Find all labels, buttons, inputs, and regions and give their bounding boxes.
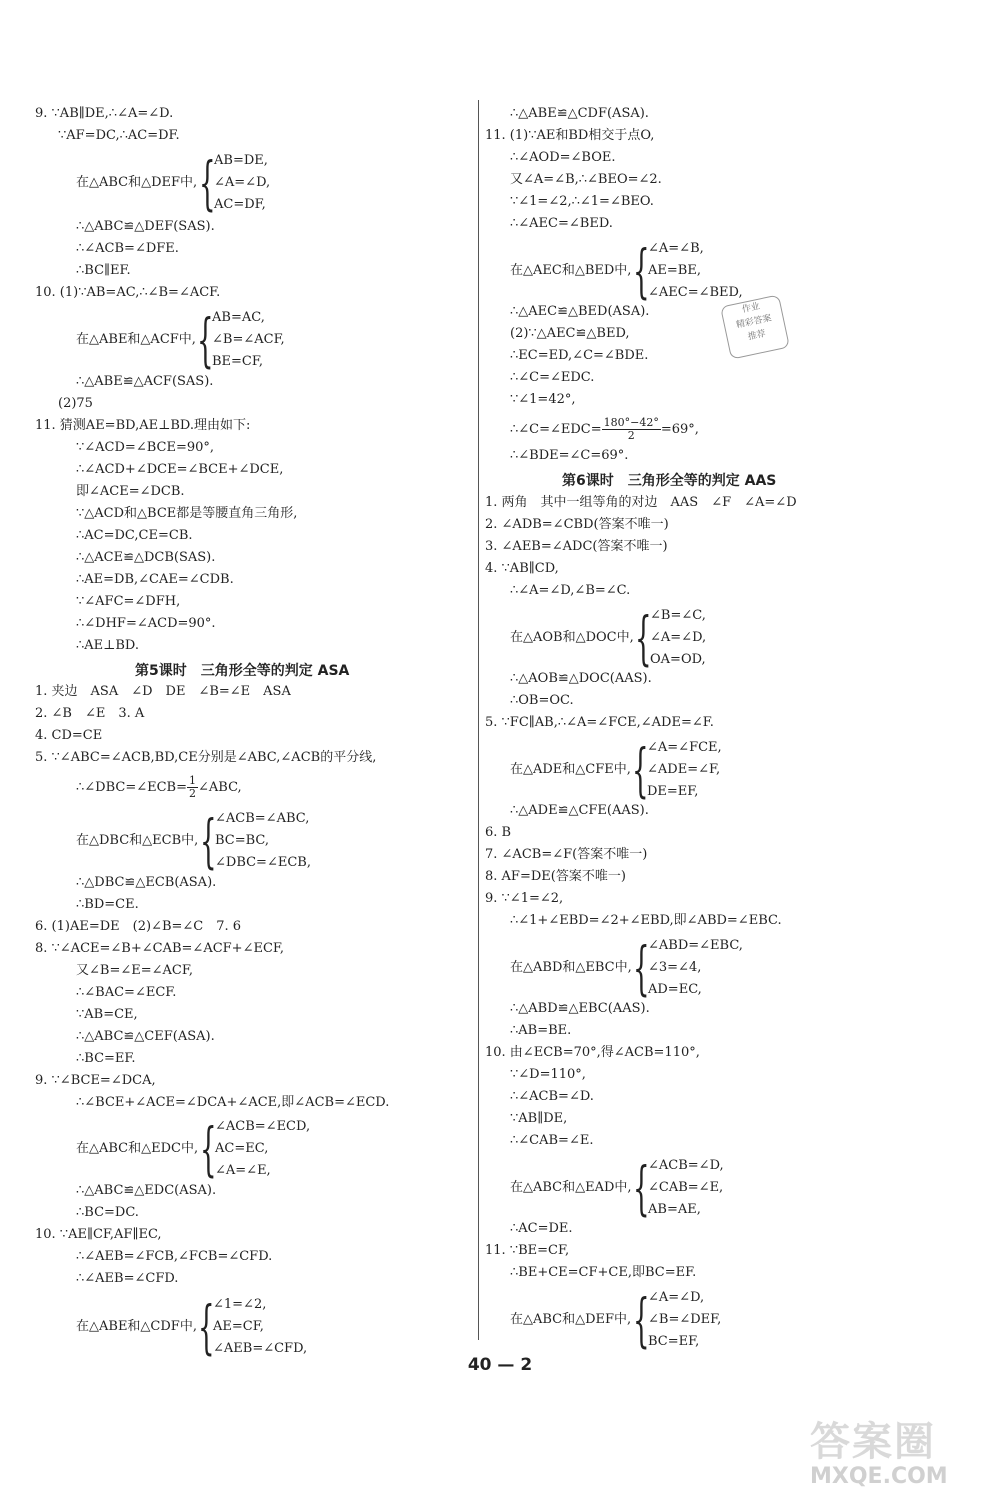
text-line: 又∠B=∠E=∠ACF,	[76, 963, 193, 978]
text-line: 8. AF=DE(答案不唯一)	[485, 869, 626, 884]
case-item: DE=EF,	[647, 784, 699, 799]
case-item: ∠B=∠DEF,	[648, 1312, 722, 1327]
text-line: ∴BE+CE=CF+CE,即BC=EF.	[510, 1265, 697, 1280]
text-line: 11. 猜测AE=BD,AE⊥BD.理由如下:	[35, 418, 251, 433]
section-heading: 第6课时 三角形全等的判定 AAS	[562, 473, 777, 489]
text-line: 9. ∵∠BCE=∠DCA,	[35, 1073, 156, 1088]
page-number: 40 — 2	[467, 1355, 533, 1375]
fraction-line	[76, 775, 242, 800]
brace-symbol: {	[197, 306, 214, 374]
case-item: ∠DBC=∠ECB,	[215, 855, 311, 870]
text-line: ∴△ABD≌△EBC(AAS).	[510, 1001, 650, 1016]
text-line: ∴AE=DB,∠CAE=∠CDB.	[76, 572, 234, 587]
text-line: ∴∠ACB=∠D.	[510, 1089, 594, 1104]
text-line: (2)∵△AEC≌△BED,	[510, 326, 630, 341]
text-line: 5. ∵∠ABC=∠ACB,BD,CE分别是∠ABC,∠ACB的平分线,	[35, 750, 377, 765]
text-line: (2)75	[58, 396, 93, 411]
brace-symbol: {	[199, 149, 216, 217]
case-list	[215, 808, 311, 874]
text-line: ∴∠AOD=∠BOE.	[510, 150, 616, 165]
text-line: ∴∠BAC=∠ECF.	[76, 985, 177, 1000]
text-line: ∴△ABC≌△DEF(SAS).	[76, 219, 215, 234]
text-line: 6. (1)AE=DE (2)∠B=∠C 7. 6	[35, 919, 242, 934]
stamp-line: 作业	[741, 301, 761, 316]
text-line: ∴∠BDE=∠C=69°.	[510, 448, 629, 463]
text-line: ∵AB=CE,	[76, 1007, 138, 1022]
text-line: 2. ∠ADB=∠CBD(答案不唯一)	[485, 517, 669, 532]
text-line: ∴EC=ED,∠C=∠BDE.	[510, 348, 649, 363]
case-item: BC=BC,	[215, 833, 270, 848]
case-item: AB=AC,	[212, 310, 265, 325]
text-line: 3. ∠AEB=∠ADC(答案不唯一)	[485, 539, 668, 554]
text-line: ∴△AEC≌△BED(ASA).	[510, 304, 650, 319]
brace-symbol: {	[635, 604, 652, 672]
text-line: ∴BC=DC.	[76, 1205, 139, 1220]
case-item: ∠B=∠C,	[650, 608, 706, 623]
text-line: ∴△ABE≌△ACF(SAS).	[76, 374, 214, 389]
text-line: 10. 由∠ECB=70°,得∠ACB=110°,	[485, 1045, 700, 1060]
text-line: ∴∠AEC=∠BED.	[510, 216, 613, 231]
case-prefix: 在△ABE和△ACF中,	[76, 332, 196, 347]
case-prefix: 在△ABC和△DEF中,	[510, 1312, 632, 1327]
text-line: 7. ∠ACB=∠F(答案不唯一)	[485, 847, 648, 862]
case-item: AB=DE,	[214, 153, 268, 168]
text-line: ∴△ABC≌△CEF(ASA).	[76, 1029, 215, 1044]
brace-symbol: {	[200, 1115, 217, 1183]
brace-symbol: {	[633, 934, 650, 1002]
case-item: ∠ABD=∠EBC,	[648, 938, 743, 953]
text-line: ∵△ACD和△BCE都是等腰直角三角形,	[76, 506, 298, 521]
text-line: ∵∠AFC=∠DFH,	[76, 594, 181, 609]
text-line: 10. (1)∵AB=AC,∴∠B=∠ACF.	[35, 285, 221, 300]
case-item: AD=EC,	[648, 982, 702, 997]
text-line: 1. 两角 其中一组等角的对边 AAS ∠F ∠A=∠D	[485, 495, 797, 510]
text-line: 10. ∵AE∥CF,AF∥EC,	[35, 1227, 162, 1242]
fraction-suffix: =69°,	[660, 422, 699, 437]
fraction-numerator: 180°−42°	[603, 416, 659, 429]
stamp-logo	[720, 294, 790, 359]
case-item: ∠AEC=∠BED,	[648, 285, 743, 300]
text-line: ∴∠1+∠EBD=∠2+∠EBD,即∠ABD=∠EBC.	[510, 913, 782, 928]
case-list	[648, 1287, 721, 1353]
case-list	[214, 150, 270, 216]
text-line: ∴∠AEB=∠CFD.	[76, 1271, 179, 1286]
case-item: ∠A=∠E,	[215, 1163, 271, 1178]
text-line: 1. 夹边 ASA ∠D DE ∠B=∠E ASA	[35, 684, 291, 699]
stamp-line: 推荐	[747, 329, 767, 343]
brace-symbol: {	[198, 1293, 215, 1361]
text-line: 2. ∠B ∠E 3. A	[35, 706, 145, 721]
text-line: 8. ∵∠ACE=∠B+∠CAB=∠ACF+∠ECF,	[35, 941, 285, 956]
fraction-denominator: 2	[189, 787, 196, 800]
case-list	[650, 605, 706, 671]
fraction-suffix: ∠ABC,	[198, 780, 242, 795]
text-line: ∵∠1=∠2,∴∠1=∠BEO.	[510, 194, 654, 209]
case-item: ∠A=∠FCE,	[647, 740, 722, 755]
case-item: AC=DF,	[214, 197, 266, 212]
case-prefix: 在△ADE和△CFE中,	[510, 762, 631, 777]
text-line: ∴△ACE≌△DCB(SAS).	[76, 550, 216, 565]
text-line: 4. CD=CE	[35, 728, 103, 743]
case-item: ∠CAB=∠E,	[648, 1180, 724, 1195]
case-list	[647, 737, 722, 803]
fraction-numerator: 1	[189, 774, 196, 787]
brace-symbol: {	[633, 1286, 650, 1354]
text-line: ∵∠D=110°,	[510, 1067, 586, 1082]
case-prefix: 在△AOB和△DOC中,	[510, 630, 634, 645]
text-line: ∴∠CAB=∠E.	[510, 1133, 594, 1148]
case-prefix: 在△AEC和△BED中,	[510, 263, 632, 278]
case-item: ∠3=∠4,	[648, 960, 702, 975]
case-item: ∠A=∠D,	[648, 1290, 705, 1305]
text-line: 即∠ACE=∠DCB.	[76, 484, 185, 499]
text-line: ∵AF=DC,∴AC=DF.	[58, 128, 180, 143]
text-line: ∵∠1=42°,	[510, 392, 576, 407]
watermark-url: MXQE.COM	[810, 1464, 948, 1489]
text-line: 5. ∵FC∥AB,∴∠A=∠FCE,∠ADE=∠F.	[485, 715, 714, 730]
text-line: ∴AC=DC,CE=CB.	[76, 528, 193, 543]
case-item: ∠A=∠D,	[650, 630, 707, 645]
text-line: 9. ∵AB∥DE,∴∠A=∠D.	[35, 106, 174, 121]
fraction	[602, 417, 661, 442]
case-item: ∠ADE=∠F,	[647, 762, 721, 777]
case-item: ∠ACB=∠ECD,	[215, 1119, 311, 1134]
text-line: 11. ∵BE=CF,	[485, 1243, 570, 1258]
case-list	[648, 935, 743, 1001]
text-line: ∵∠ACD=∠BCE=90°,	[76, 440, 215, 455]
text-line: ∴AE⊥BD.	[76, 638, 140, 653]
text-line: ∴BC=EF.	[76, 1051, 136, 1066]
case-list	[648, 1155, 724, 1221]
case-item: BE=CF,	[212, 354, 264, 369]
case-item: AB=AE,	[648, 1202, 701, 1217]
text-line: 6. B	[485, 825, 512, 840]
column-divider	[478, 100, 479, 1340]
text-line: ∴△DBC≌△ECB(ASA).	[76, 875, 217, 890]
section-heading: 第5课时 三角形全等的判定 ASA	[135, 663, 350, 679]
text-line: 9. ∵∠1=∠2,	[485, 891, 564, 906]
text-line: ∴∠C=∠EDC.	[510, 370, 595, 385]
case-item: ∠ACB=∠ABC,	[215, 811, 310, 826]
case-prefix: 在△ABD和△EBC中,	[510, 960, 632, 975]
text-line: ∴△AOB≌△DOC(AAS).	[510, 671, 652, 686]
case-prefix: 在△ABC和△EAD中,	[510, 1180, 632, 1195]
case-item: ∠AEB=∠CFD,	[213, 1341, 308, 1356]
case-list	[213, 1294, 307, 1360]
text-line: ∴OB=OC.	[510, 693, 574, 708]
brace-symbol: {	[200, 807, 217, 875]
text-line: ∴∠ACB=∠DFE.	[76, 241, 179, 256]
case-item: AE=CF,	[213, 1319, 264, 1334]
fraction-line	[510, 417, 699, 442]
text-line: 11. (1)∵AE和BD相交于点O,	[485, 128, 655, 143]
text-line: ∴△ABC≌△EDC(ASA).	[76, 1183, 217, 1198]
case-prefix: 在△ABC和△EDC中,	[76, 1141, 199, 1156]
case-item: ∠B=∠ACF,	[212, 332, 285, 347]
text-line: ∴∠AEB=∠FCB,∠FCB=∠CFD.	[76, 1249, 273, 1264]
case-item: ∠1=∠2,	[213, 1297, 267, 1312]
fraction-prefix: ∴∠DBC=∠ECB=	[76, 780, 187, 795]
watermark-text: 答案圈	[810, 1419, 936, 1465]
fraction	[187, 775, 198, 800]
fraction-prefix: ∴∠C=∠EDC=	[510, 422, 602, 437]
text-line: ∴△ABE≌△CDF(ASA).	[510, 106, 649, 121]
text-line: 又∠A=∠B,∴∠BEO=∠2.	[510, 172, 662, 187]
text-line: ∴∠ACD+∠DCE=∠BCE+∠DCE,	[76, 462, 284, 477]
brace-symbol: {	[633, 237, 650, 305]
case-item: OA=OD,	[650, 652, 706, 667]
text-line: 4. ∵AB∥CD,	[485, 561, 559, 576]
case-item: ∠ACB=∠D,	[648, 1158, 724, 1173]
fraction-denominator: 2	[627, 429, 635, 442]
text-line: ∴△ADE≌△CFE(AAS).	[510, 803, 649, 818]
text-line: ∴AB=BE.	[510, 1023, 572, 1038]
text-line: ∴∠DHF=∠ACD=90°.	[76, 616, 216, 631]
text-line: ∴∠A=∠D,∠B=∠C.	[510, 583, 631, 598]
case-item: ∠A=∠B,	[648, 241, 704, 256]
stamp-line: 精彩答案	[735, 313, 773, 331]
case-prefix: 在△ABC和△DEF中,	[76, 175, 198, 190]
case-list	[215, 1116, 310, 1182]
text-line: ∴BD=CE.	[76, 897, 139, 912]
text-line: ∴∠BCE+∠ACE=∠DCA+∠ACE,即∠ACB=∠ECD.	[76, 1095, 390, 1110]
text-line: ∵AB∥DE,	[510, 1111, 568, 1126]
watermark-logo	[810, 1420, 990, 1490]
brace-symbol: {	[632, 736, 649, 804]
case-list	[648, 238, 743, 304]
case-item: AC=EC,	[215, 1141, 269, 1156]
case-item: BC=EF,	[648, 1334, 700, 1349]
case-item: ∠A=∠D,	[214, 175, 271, 190]
case-item: AE=BE,	[648, 263, 701, 278]
brace-symbol: {	[633, 1154, 650, 1222]
case-prefix: 在△DBC和△ECB中,	[76, 833, 199, 848]
case-list	[212, 307, 285, 373]
text-line: ∴AC=DE.	[510, 1221, 573, 1236]
case-prefix: 在△ABE和△CDF中,	[76, 1319, 197, 1334]
text-line: ∴BC∥EF.	[76, 263, 131, 278]
